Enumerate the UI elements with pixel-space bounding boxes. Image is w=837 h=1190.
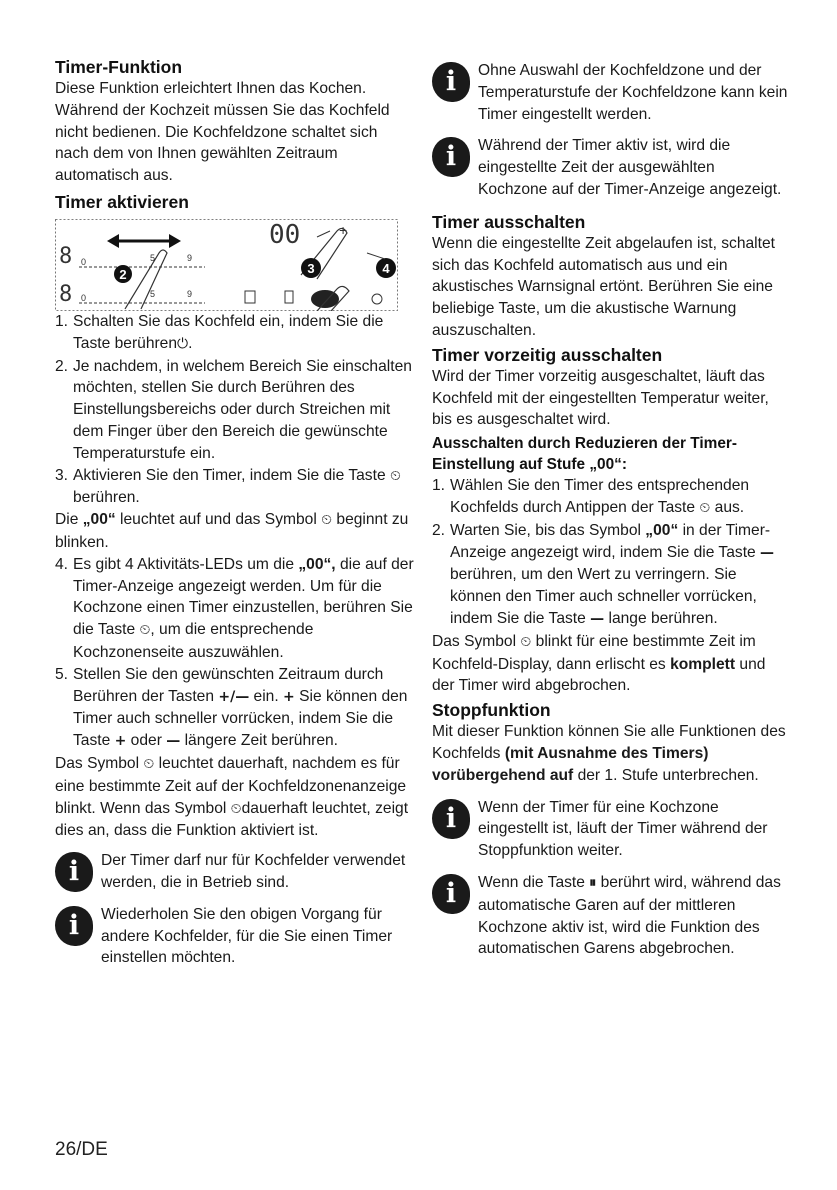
scale-label-9b: 9 xyxy=(187,288,193,299)
zone-display-rear: 8 xyxy=(59,281,73,307)
info-icon: i xyxy=(432,874,470,914)
scale-label-0: 0 xyxy=(81,256,87,267)
info-icon: i xyxy=(432,137,470,177)
minus-icon: — xyxy=(590,610,605,627)
pause-key xyxy=(285,291,293,303)
power-icon: ⏻ xyxy=(177,335,189,352)
plus-minus-icon: +/— xyxy=(218,688,250,705)
page-number: 26/DE xyxy=(55,1139,108,1160)
scale-label-0b: 0 xyxy=(81,292,87,303)
minus-icon: — xyxy=(760,544,775,561)
heading-timer-vorzeitig: Timer vorzeitig ausschalten xyxy=(432,344,663,365)
callout-4-pointer xyxy=(367,253,385,259)
timer-icon: ⏲ xyxy=(139,622,151,639)
callout-4-label: 4 xyxy=(382,260,390,276)
timer-icon: ⏲ xyxy=(389,467,401,484)
activation-steps xyxy=(55,311,415,509)
heading-stoppfunktion: Stoppfunktion xyxy=(432,700,551,721)
heading-reduzieren: Ausschalten durch Reduzieren der Timer-Einstellung auf Stufe „00“: xyxy=(432,435,738,474)
info-note-1: i Der Timer darf nur für Kochfelder verwendet werden, die in Betrieb sind. xyxy=(55,850,415,894)
timer-led xyxy=(317,231,330,237)
paragraph-timer-vorzeitig: Wird der Timer vorzeitig ausgeschaltet, läuft das Kochfeld mit der eingestellten Temperatur weiter, bis es ausgeschaltet wird. xyxy=(432,367,769,429)
finger-outline xyxy=(125,250,167,309)
right-column xyxy=(432,56,788,970)
paragraph-symbol-leuchtet: Das Symbol ⏲ leuchtet dauerhaft, nachdem es für eine bestimmte Zeit auf der Kochfeldzonenanzeige blinkt. Wenn das Symbol ⏲dauerhaft leuchtet, zeigt dies an, dass die Funktion aktiviert ist. xyxy=(55,754,409,840)
heading-timer-funktion: Timer-Funktion xyxy=(55,57,183,77)
scale-label-9: 9 xyxy=(187,252,193,263)
info-note-5: i Wenn der Timer für eine Kochzone eingestellt ist, läuft der Timer während der Stoppfunktion weiter. xyxy=(432,797,788,862)
control-panel-diagram xyxy=(55,219,398,311)
reduce-step-2: 2. Warten Sie, bis das Symbol „00“ in der Timer-Anzeige angezeigt wird, indem Sie die Taste — berühren, um den Wert zu verringern. Sie können den Timer auch schneller vorrücken, indem Sie die Taste — lange berühren. xyxy=(432,521,775,627)
paragraph-stoppfunktion: Mit dieser Funktion können Sie alle Funktionen des Kochfelds (mit Ausnahme des Timers) vorübergehend auf der 1. Stufe unterbrechen. xyxy=(432,723,786,784)
step-2: 2. Je nachdem, in welchem Bereich Sie einschalten möchten, stellen Sie durch Berühren des Einstellungsbereichs oder durch Streichen mit dem Finger über den Bereich die gewünschte Temperaturstufe ein. xyxy=(55,357,412,462)
info-icon: i xyxy=(55,906,93,946)
minus-icon: — xyxy=(166,733,181,750)
info-note-6: i Wenn die Taste ⏸ berührt wird, während das automatische Garen auf der mittleren Kochzone aktiv ist, wird die Funktion des automatischen Garens abgebrochen. xyxy=(432,872,788,960)
timer-display: 00 xyxy=(269,219,301,250)
info-note-4: i Während der Timer aktiv ist, wird die eingestellte Zeit der ausgewählten Kochzone auf der Timer-Anzeige angezeigt. xyxy=(432,135,788,200)
zone-display-front: 8 xyxy=(59,243,73,269)
timer-icon: ⏲ xyxy=(230,800,242,817)
timer-icon: ⏲ xyxy=(321,512,333,529)
callout-2-label: 2 xyxy=(119,266,127,282)
swipe-arrow-left-head xyxy=(107,234,119,248)
info-icon: i xyxy=(432,799,470,839)
finger-3-press xyxy=(311,290,339,308)
timer-icon: ⏲ xyxy=(520,633,532,650)
paragraph-symbol-blinkt: Das Symbol ⏲ blinkt für eine bestimmte Zeit im Kochfeld-Display, dann erlischt es komplett und der Timer wird abgebrochen. xyxy=(432,632,766,695)
intro-paragraph: Diese Funktion erleichtert Ihnen das Kochen. Während der Kochzeit müssen Sie das Kochfeld nicht bedienen. Die Kochfeldzone schaltet sich nach dem von Ihnen gewählten Zeitraum automatisch aus. xyxy=(55,80,390,185)
timer-icon: ⏲ xyxy=(699,499,711,516)
info-note-3: i Ohne Auswahl der Kochfeldzone und der Temperaturstufe der Kochfeldzone kann kein Timer eingestellt werden. xyxy=(432,60,788,125)
plus-key-symbol: + xyxy=(339,221,348,238)
scale-label-5: 5 xyxy=(150,252,156,263)
info-icon: i xyxy=(55,852,93,892)
step-1: 1. Schalten Sie das Kochfeld ein, indem Sie die Taste berühren⏻. xyxy=(55,312,384,352)
reduce-steps xyxy=(432,475,788,631)
swipe-arrow-right-head xyxy=(169,234,181,248)
power-key xyxy=(372,294,382,304)
control-panel-illustration xyxy=(55,219,398,311)
heading-timer-aktivieren: Timer aktivieren xyxy=(55,191,189,212)
paragraph-timer-ausschalten: Wenn die eingestellte Zeit abgelaufen ist, schaltet sich das Kochfeld automatisch aus und ein akustisches Warnsignal ertönt. Berühren Sie eine beliebige Taste, um die akustische Warnung auszuschalten. xyxy=(432,234,775,339)
step-4: 4. Es gibt 4 Aktivitäts-LEDs um die „00“, die auf der Timer-Anzeige angezeigt werden. Um für die Kochzone einen Timer einzustellen, berühren Sie die Taste ⏲, um die entsprechende Kochzonenseite auszuwählen. xyxy=(55,555,414,661)
step-5: 5. Stellen Sie den gewünschten Zeitraum durch Berühren der Tasten +/— ein. + Sie können den Timer auch schneller vorrücken, indem Sie die Taste + oder — längere Zeit berühren. xyxy=(55,665,408,750)
timer-icon: ⏲ xyxy=(143,755,155,772)
activation-steps-cont xyxy=(55,554,415,753)
left-column xyxy=(55,56,415,979)
scale-label-5b: 5 xyxy=(150,288,156,299)
step-3: 3. Aktivieren Sie den Timer, indem Sie die Taste ⏲ berühren. xyxy=(55,466,401,507)
heading-timer-ausschalten: Timer ausschalten xyxy=(432,211,586,232)
info-note-2: i Wiederholen Sie den obigen Vorgang für andere Kochfelder, für die Sie einen Timer einstellen möchten. xyxy=(55,904,415,969)
info-icon: i xyxy=(432,62,470,102)
pause-icon: ⏸ xyxy=(589,874,597,891)
plus-icon: + xyxy=(114,733,127,750)
lock-key xyxy=(245,291,255,303)
reduce-step-1: 1. Wählen Sie den Timer des entsprechenden Kochfelds durch Antippen der Taste ⏲ aus. xyxy=(432,477,750,516)
plus-icon: + xyxy=(283,688,295,705)
paragraph-00-leuchtet: Die „00“ leuchtet auf und das Symbol ⏲ beginnt zu blinken. xyxy=(55,511,409,551)
callout-3-label: 3 xyxy=(307,260,315,276)
